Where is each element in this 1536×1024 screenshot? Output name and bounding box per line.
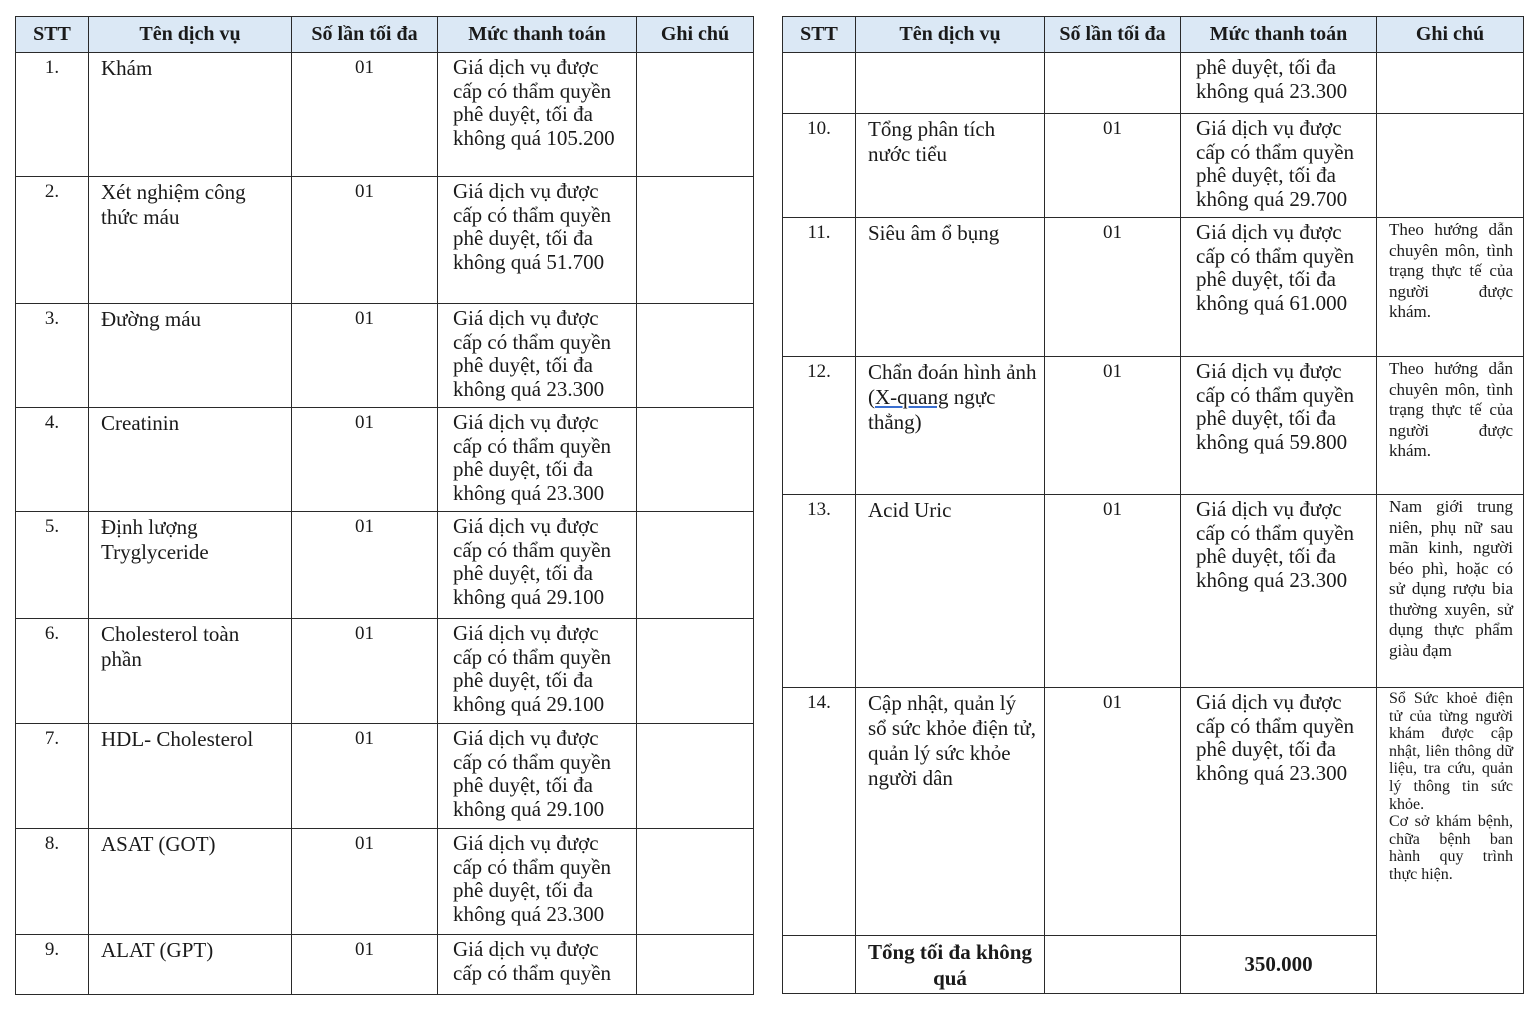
row-service-name: ALAT (GPT) — [89, 935, 292, 995]
row-note — [637, 935, 754, 995]
row-service-name: Tổng phân tích nước tiểu — [856, 114, 1045, 218]
row-payment: Giá dịch vụ được cấp có thẩm quyền phê duyệt, tối đa không quá 61.000 — [1181, 218, 1377, 357]
total-value: 350.000 — [1181, 936, 1377, 994]
table-row — [16, 724, 754, 829]
row-max-times: 01 — [292, 724, 438, 829]
row-note — [637, 512, 754, 619]
header-service: Tên dịch vụ — [856, 17, 1045, 53]
row-note: Theo hướng dẫn chuyên môn, tình trạng thực tế của người được khám. — [1377, 357, 1524, 495]
row-max-times: 01 — [1045, 218, 1181, 357]
row-service-name: Siêu âm ổ bụng — [856, 218, 1045, 357]
table-row — [783, 218, 1524, 357]
row-stt: 8. — [16, 829, 89, 935]
row-payment: Giá dịch vụ được cấp có thẩm quyền — [438, 935, 637, 995]
header-max-times: Số lần tối đa — [1045, 17, 1181, 53]
row-payment: Giá dịch vụ được cấp có thẩm quyền phê duyệt, tối đa không quá 23.300 — [438, 408, 637, 512]
total-label: Tổng tối đa không quá — [856, 936, 1045, 994]
row-max-times: 01 — [292, 177, 438, 304]
table-header-row — [783, 17, 1524, 53]
row-stt: 1. — [16, 53, 89, 177]
row-stt: 5. — [16, 512, 89, 619]
row-stt: 2. — [16, 177, 89, 304]
table-row — [16, 829, 754, 935]
row-note — [637, 619, 754, 724]
table-row — [16, 53, 754, 177]
row-stt: 9. — [16, 935, 89, 995]
row-payment: Giá dịch vụ được cấp có thẩm quyền phê duyệt, tối đa không quá 23.300 — [1181, 495, 1377, 688]
row-stt: 14. — [783, 688, 856, 936]
service-name-main: Chẩn đoán hình ảnh — [868, 360, 1037, 384]
row-payment: Giá dịch vụ được cấp có thẩm quyền phê duyệt, tối đa không quá 23.300 — [1181, 688, 1377, 936]
row-payment: Giá dịch vụ được cấp có thẩm quyền phê duyệt, tối đa không quá 59.800 — [1181, 357, 1377, 495]
table-row — [783, 114, 1524, 218]
row-note: Nam giới trung niên, phụ nữ sau mãn kinh, người béo phì, hoặc có sử dụng rượu bia thường xuyên, sử dụng thực phẩm giàu đạm — [1377, 495, 1524, 688]
header-payment: Mức thanh toán — [1181, 17, 1377, 53]
header-service: Tên dịch vụ — [89, 17, 292, 53]
row-service-name: ASAT (GOT) — [89, 829, 292, 935]
row-payment: Giá dịch vụ được cấp có thẩm quyền phê duyệt, tối đa không quá 23.300 — [438, 829, 637, 935]
table-row — [16, 935, 754, 995]
row-payment: Giá dịch vụ được cấp có thẩm quyền phê duyệt, tối đa không quá 29.100 — [438, 724, 637, 829]
row-stt: 12. — [783, 357, 856, 495]
xquang-link[interactable]: X-quang — [875, 385, 949, 409]
table-row — [783, 53, 1524, 114]
note-part-1: Sổ Sức khoẻ điện tử của từng người khám được cập nhật, liên thông dữ liệu, tra cứu, quản lý thông tin sức khỏe. — [1389, 690, 1513, 813]
row-max-times: 01 — [1045, 688, 1181, 936]
row-service-name: Cholesterol toàn phần — [89, 619, 292, 724]
row-note — [1377, 53, 1524, 114]
service-name-suffix: ngực thẳng) — [868, 385, 996, 434]
row-service-name: Acid Uric — [856, 495, 1045, 688]
service-table-left — [15, 16, 754, 995]
table-row — [783, 357, 1524, 495]
row-service-name: Creatinin — [89, 408, 292, 512]
row-max-times: 01 — [1045, 495, 1181, 688]
row-payment: Giá dịch vụ được cấp có thẩm quyền phê duyệt, tối đa không quá 51.700 — [438, 177, 637, 304]
row-note: Theo hướng dẫn chuyên môn, tình trạng thực tế của người được khám. — [1377, 218, 1524, 357]
row-payment: Giá dịch vụ được cấp có thẩm quyền phê duyệt, tối đa không quá 29.700 — [1181, 114, 1377, 218]
header-stt: STT — [783, 17, 856, 53]
row-payment: Giá dịch vụ được cấp có thẩm quyền phê duyệt, tối đa không quá 29.100 — [438, 619, 637, 724]
row-payment: Giá dịch vụ được cấp có thẩm quyền phê duyệt, tối đa không quá 23.300 — [438, 304, 637, 408]
row-note — [1377, 114, 1524, 218]
table-row — [783, 495, 1524, 688]
row-payment: Giá dịch vụ được cấp có thẩm quyền phê duyệt, tối đa không quá 105.200 — [438, 53, 637, 177]
row-stt: 10. — [783, 114, 856, 218]
row-note — [637, 724, 754, 829]
row-max-times: 01 — [1045, 357, 1181, 495]
note-part-2: Cơ sở khám bệnh, chữa bệnh ban hành quy trình thực hiện. — [1389, 813, 1513, 883]
header-stt: STT — [16, 17, 89, 53]
header-note: Ghi chú — [1377, 17, 1524, 53]
row-service-name: Cập nhật, quản lý sổ sức khỏe điện tử, quản lý sức khỏe người dân — [856, 688, 1045, 936]
row-stt: 11. — [783, 218, 856, 357]
row-max-times: 01 — [292, 512, 438, 619]
row-service-name: Chẩn đoán hình ảnh (X-quang ngực thẳng) — [856, 357, 1045, 495]
table-header-row — [16, 17, 754, 53]
row-max-times: 01 — [292, 408, 438, 512]
row-stt: 7. — [16, 724, 89, 829]
table-row — [16, 304, 754, 408]
table-row — [16, 177, 754, 304]
table-row — [16, 512, 754, 619]
row-service-name — [856, 53, 1045, 114]
row-service-name: Khám — [89, 53, 292, 177]
total-stt-empty — [783, 936, 856, 994]
table-row — [16, 408, 754, 512]
row-max-times: 01 — [292, 829, 438, 935]
row-service-name: HDL- Cholesterol — [89, 724, 292, 829]
row-note — [637, 304, 754, 408]
row-max-times: 01 — [292, 53, 438, 177]
row-note — [1377, 688, 1524, 994]
header-payment: Mức thanh toán — [438, 17, 637, 53]
row-stt: 13. — [783, 495, 856, 688]
row-service-name: Định lượng Tryglyceride — [89, 512, 292, 619]
table-row — [16, 619, 754, 724]
row-payment: Giá dịch vụ được cấp có thẩm quyền phê duyệt, tối đa không quá 29.100 — [438, 512, 637, 619]
row-note — [637, 53, 754, 177]
row-max-times: 01 — [292, 935, 438, 995]
row-stt: 4. — [16, 408, 89, 512]
table-row — [783, 688, 1524, 936]
row-max-times: 01 — [292, 619, 438, 724]
row-note — [637, 177, 754, 304]
row-note — [637, 408, 754, 512]
row-max-times: 01 — [1045, 114, 1181, 218]
service-table-right — [782, 16, 1524, 994]
row-stt: 3. — [16, 304, 89, 408]
row-service-name: Xét nghiệm công thức máu — [89, 177, 292, 304]
row-note — [637, 829, 754, 935]
header-note: Ghi chú — [637, 17, 754, 53]
row-service-name: Đường máu — [89, 304, 292, 408]
row-stt: 6. — [16, 619, 89, 724]
row-stt — [783, 53, 856, 114]
row-max-times — [1045, 53, 1181, 114]
header-max-times: Số lần tối đa — [292, 17, 438, 53]
row-payment: phê duyệt, tối đa không quá 23.300 — [1181, 53, 1377, 114]
total-times-empty — [1045, 936, 1181, 994]
row-max-times: 01 — [292, 304, 438, 408]
